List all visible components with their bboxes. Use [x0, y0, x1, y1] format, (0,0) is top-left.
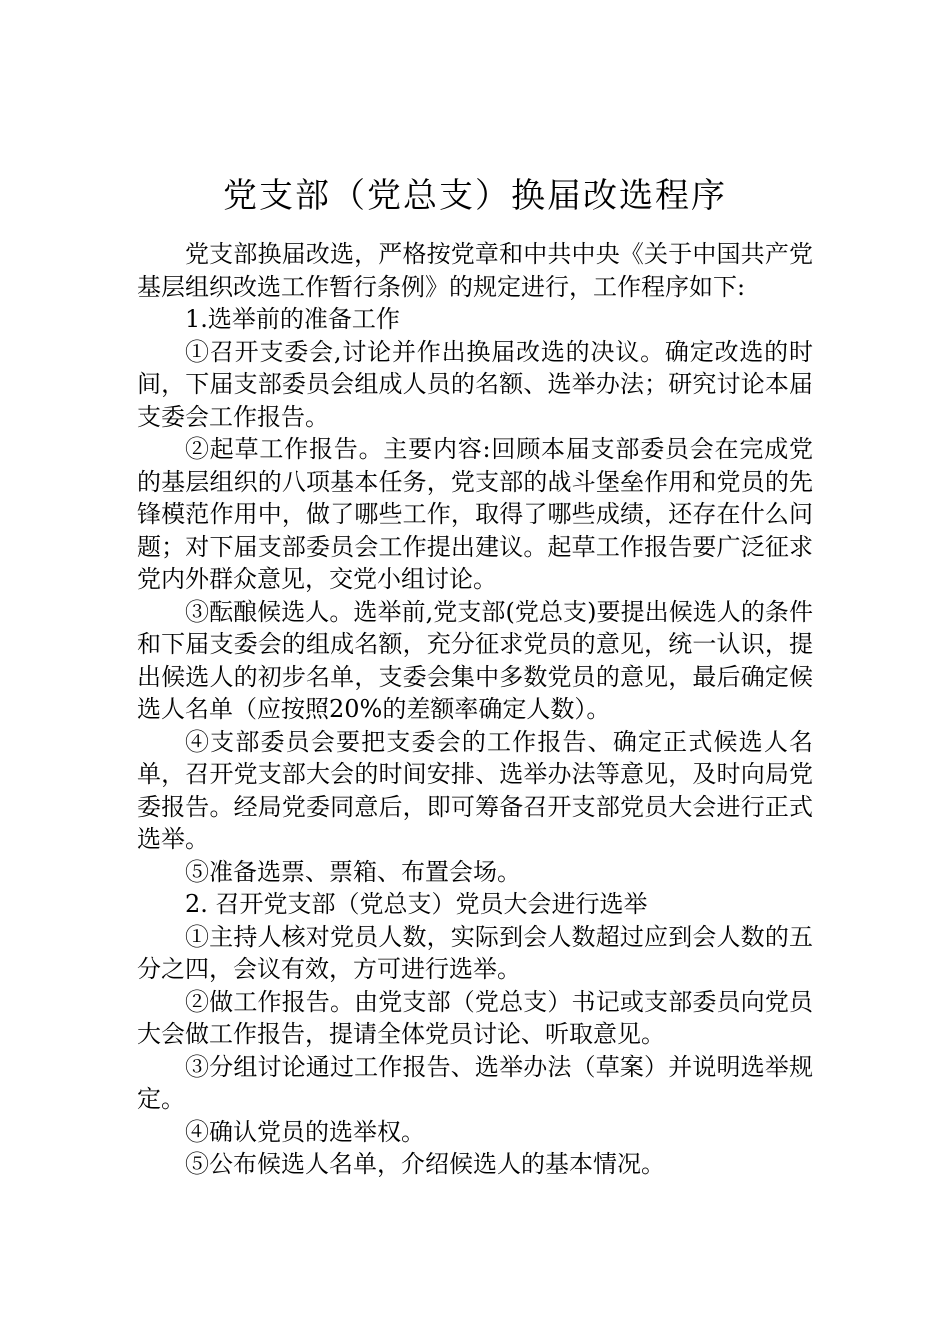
section-heading-preparation: 1.选举前的准备工作: [185, 305, 400, 333]
paragraph-meeting-item-3: ③分组讨论通过工作报告、选举办法（草案）并说明选举规定。: [137, 1052, 813, 1113]
document-body: [137, 238, 813, 1181]
paragraph-prep-item-4: ④支部委员会要把支委会的工作报告、确定正式候选人名单，召开党支部大会的时间安排、选举办法等意见，及时向局党委报告。经局党委同意后，即可筹备召开支部党员大会进行正式选举。: [137, 727, 813, 853]
paragraph-meeting-item-4: ④确认党员的选举权。: [185, 1117, 425, 1146]
section-heading-election-meeting: 2. 召开党支部（党总支）党员大会进行选举: [185, 890, 648, 918]
paragraph-meeting-item-1: ①主持人核对党员人数，实际到会人数超过应到会人数的五分之四，会议有效，方可进行选举。: [137, 922, 813, 983]
paragraph-prep-item-1: ①召开支委会,讨论并作出换届改选的决议。确定改选的时间，下届支部委员会组成人员的名额、选举办法；研究讨论本届支委会工作报告。: [137, 337, 813, 431]
paragraph-prep-item-5: ⑤准备选票、票箱、布置会场。: [185, 857, 521, 886]
paragraph-prep-item-3: ③酝酿候选人。选举前,党支部(党总支)要提出候选人的条件和下届支委会的组成名额，充分征求党员的意见，统一认识，提出候选人的初步名单，支委会集中多数党员的意见，最后确定候选人名单（应按照20%的差额率确定人数）。: [137, 597, 813, 723]
paragraph-prep-item-2: ②起草工作报告。主要内容:回顾本届支部委员会在完成党的基层组织的八项基本任务，党支部的战斗堡垒作用和党员的先锋模范作用中，做了哪些工作，取得了哪些成绩，还存在什么问题；对下届支部委员会工作提出建议。起草工作报告要广泛征求党内外群众意见，交党小组讨论。: [137, 435, 813, 593]
paragraph-meeting-item-2: ②做工作报告。由党支部（党总支）书记或支部委员向党员大会做工作报告，提请全体党员讨论、听取意见。: [137, 987, 813, 1048]
document-title: 党支部（党总支）换届改选程序: [223, 176, 727, 216]
paragraph-intro: 党支部换届改选，严格按党章和中共中央《关于中国共产党基层组织改选工作暂行条例》的规定进行，工作程序如下:: [137, 240, 813, 301]
paragraph-meeting-item-5: ⑤公布候选人名单，介绍候选人的基本情况。: [185, 1150, 665, 1178]
